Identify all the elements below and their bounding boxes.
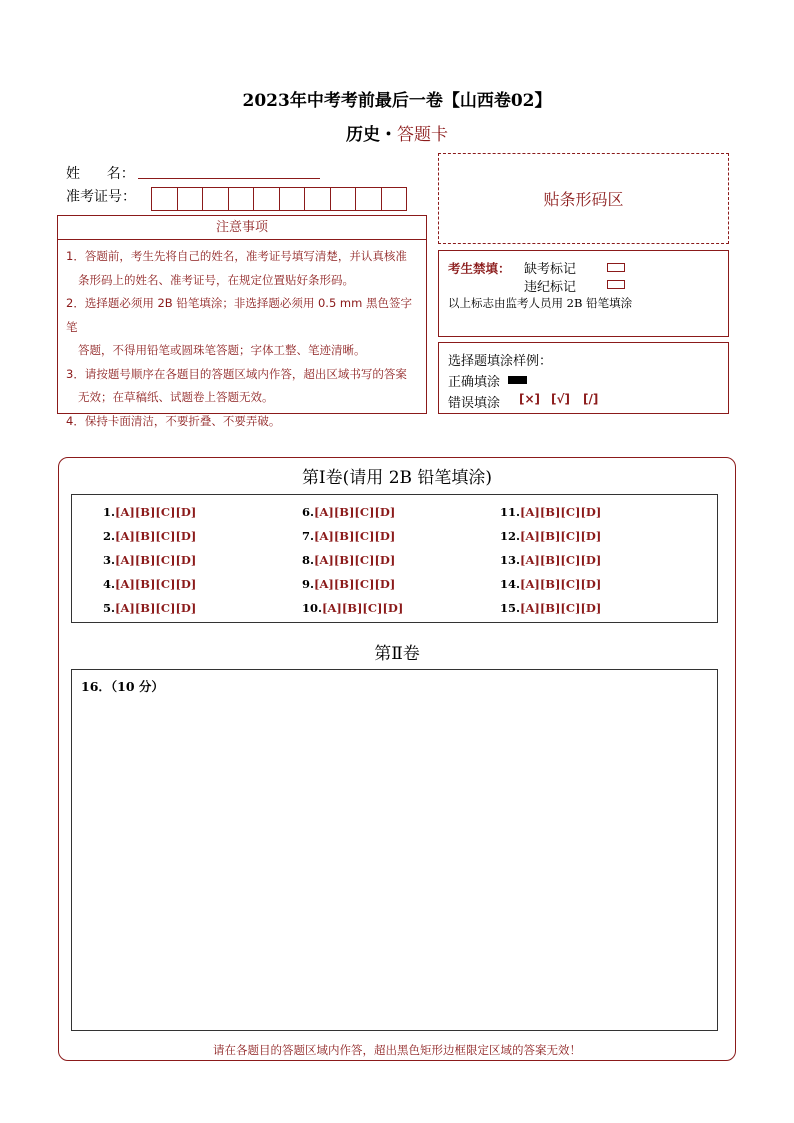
notice-line: 条形码上的姓名、准考证号，在规定位置贴好条形码。 [78, 272, 354, 287]
exam-id-cell[interactable] [355, 187, 382, 211]
name-label: 姓 名： [66, 166, 135, 182]
exam-id-label: 准考证号： [66, 189, 136, 205]
question-16-label: 16．（10 分） [81, 679, 164, 694]
notice-line: 无效；在草稿纸、试题卷上答题无效。 [78, 390, 274, 404]
mc-question-number: 9. [302, 577, 315, 591]
notice-line: 4．保持卡面清洁，不要折叠、不要弄破。 [66, 413, 281, 428]
mc-question-number: 1. [103, 505, 116, 519]
examiner-only-box [438, 250, 729, 337]
exam-id-cell[interactable] [381, 187, 408, 211]
exam-id-cell[interactable] [253, 187, 280, 211]
correct-fill-mark [508, 376, 527, 384]
question-16-answer-box[interactable] [71, 669, 718, 1031]
mc-options[interactable]: [A][B][C][D] [322, 601, 404, 615]
notice-line: 1．答题前，考生先将自己的姓名，准考证号填写清楚，并认真核准 [66, 249, 407, 263]
notice-line: 3．请按题号顺序在各题目的答题区域内作答，超出区域书写的答案 [66, 366, 407, 381]
mc-options[interactable]: [A][B][C][D] [314, 577, 396, 591]
absent-mark-label: 缺考标记 [524, 262, 577, 277]
mc-options[interactable]: [A][B][C][D] [115, 553, 197, 567]
mc-options[interactable]: [A][B][C][D] [314, 505, 396, 519]
wrong-fill-check: [√] [551, 392, 570, 406]
exam-id-boxes [151, 187, 406, 211]
barcode-label: 贴条形码区 [543, 190, 624, 209]
exam-id-cell[interactable] [304, 187, 331, 211]
absent-mark-box[interactable] [607, 263, 625, 272]
exam-id-cell[interactable] [151, 187, 178, 211]
notice-body [58, 240, 426, 433]
mc-question-4[interactable] [103, 577, 196, 591]
notice-item [66, 292, 420, 363]
mc-question-1[interactable] [103, 505, 196, 519]
mc-question-number: 3. [103, 553, 116, 567]
part2-title: 第Ⅱ卷 [374, 644, 420, 664]
mc-question-12[interactable] [500, 529, 601, 543]
mc-question-9[interactable] [302, 577, 395, 591]
mc-question-number: 7. [302, 529, 315, 543]
page-subtitle [0, 120, 794, 145]
mc-question-number: 11. [500, 505, 521, 519]
violation-mark-box[interactable] [607, 280, 625, 289]
notice-heading: 注意事项 [58, 216, 426, 240]
notice-item [66, 245, 420, 292]
examiner-note: 以上标志由监考人员用 2B 铅笔填涂 [448, 296, 633, 310]
mc-question-number: 6. [302, 505, 315, 519]
mc-question-5[interactable] [103, 601, 196, 615]
notice-box [57, 215, 427, 428]
mc-question-3[interactable] [103, 553, 196, 567]
mc-question-number: 15. [500, 601, 521, 615]
page-title: 2023年中考考前最后一卷【山西卷02】 [242, 91, 552, 111]
mc-options[interactable]: [A][B][C][D] [520, 529, 602, 543]
mc-question-14[interactable] [500, 577, 601, 591]
fill-sample-box [438, 342, 729, 414]
mc-question-number: 12. [500, 529, 521, 543]
part1-title: 第Ⅰ卷(请用 2B 铅笔填涂) [301, 468, 493, 488]
mc-question-11[interactable] [500, 505, 601, 519]
mc-question-13[interactable] [500, 553, 601, 567]
mc-options[interactable]: [A][B][C][D] [520, 505, 602, 519]
mc-options[interactable]: [A][B][C][D] [115, 577, 197, 591]
mc-question-number: 13. [500, 553, 521, 567]
notice-line: 2．选择题必须用 2B 铅笔填涂；非选择题必须用 0.5 mm 黑色签字笔 [66, 296, 412, 334]
mc-question-7[interactable] [302, 529, 395, 543]
mc-options[interactable]: [A][B][C][D] [115, 505, 197, 519]
mc-question-number: 10. [302, 601, 323, 615]
violation-mark-label: 违纪标记 [524, 280, 577, 295]
mc-question-15[interactable] [500, 601, 601, 615]
mc-question-number: 14. [500, 577, 521, 591]
mc-question-10[interactable] [302, 601, 403, 615]
mc-options[interactable]: [A][B][C][D] [520, 601, 602, 615]
name-field[interactable] [138, 178, 320, 179]
wrong-fill-slash: [/] [583, 392, 599, 406]
mc-question-8[interactable] [302, 553, 395, 567]
mc-question-number: 2. [103, 529, 116, 543]
mc-question-number: 8. [302, 553, 315, 567]
barcode-area [438, 153, 729, 244]
notice-line: 答题，不得用铅笔或圆珠笔答题；字体工整、笔迹清晰。 [78, 343, 366, 357]
exam-id-cell[interactable] [279, 187, 306, 211]
mc-question-6[interactable] [302, 505, 395, 519]
mc-options[interactable]: [A][B][C][D] [115, 529, 197, 543]
subject-label: 历史・ [346, 125, 397, 145]
exam-id-cell[interactable] [228, 187, 255, 211]
mc-options[interactable]: [A][B][C][D] [520, 577, 602, 591]
mc-question-number: 4. [103, 577, 116, 591]
mc-options[interactable]: [A][B][C][D] [314, 529, 396, 543]
fill-sample-label: 选择题填涂样例： [448, 354, 553, 369]
mc-options[interactable]: [A][B][C][D] [314, 553, 396, 567]
mc-question-2[interactable] [103, 529, 196, 543]
exam-id-cell[interactable] [177, 187, 204, 211]
wrong-fill-label: 错误填涂 [448, 396, 501, 411]
notice-item [66, 363, 420, 410]
wrong-fill-cross: [×] [519, 392, 541, 406]
mc-question-number: 5. [103, 601, 116, 615]
mc-options[interactable]: [A][B][C][D] [520, 553, 602, 567]
answer-card-label: 答题卡 [397, 125, 448, 145]
exam-id-cell[interactable] [330, 187, 357, 211]
footer-warning: 请在各题目的答题区域内作答，超出黑色矩形边框限定区域的答案无效！ [213, 1043, 581, 1057]
correct-fill-label: 正确填涂 [448, 375, 501, 390]
exam-id-cell[interactable] [202, 187, 229, 211]
mc-options[interactable]: [A][B][C][D] [115, 601, 197, 615]
examiner-only-label: 考生禁填： [448, 261, 511, 276]
notice-item [66, 410, 420, 434]
